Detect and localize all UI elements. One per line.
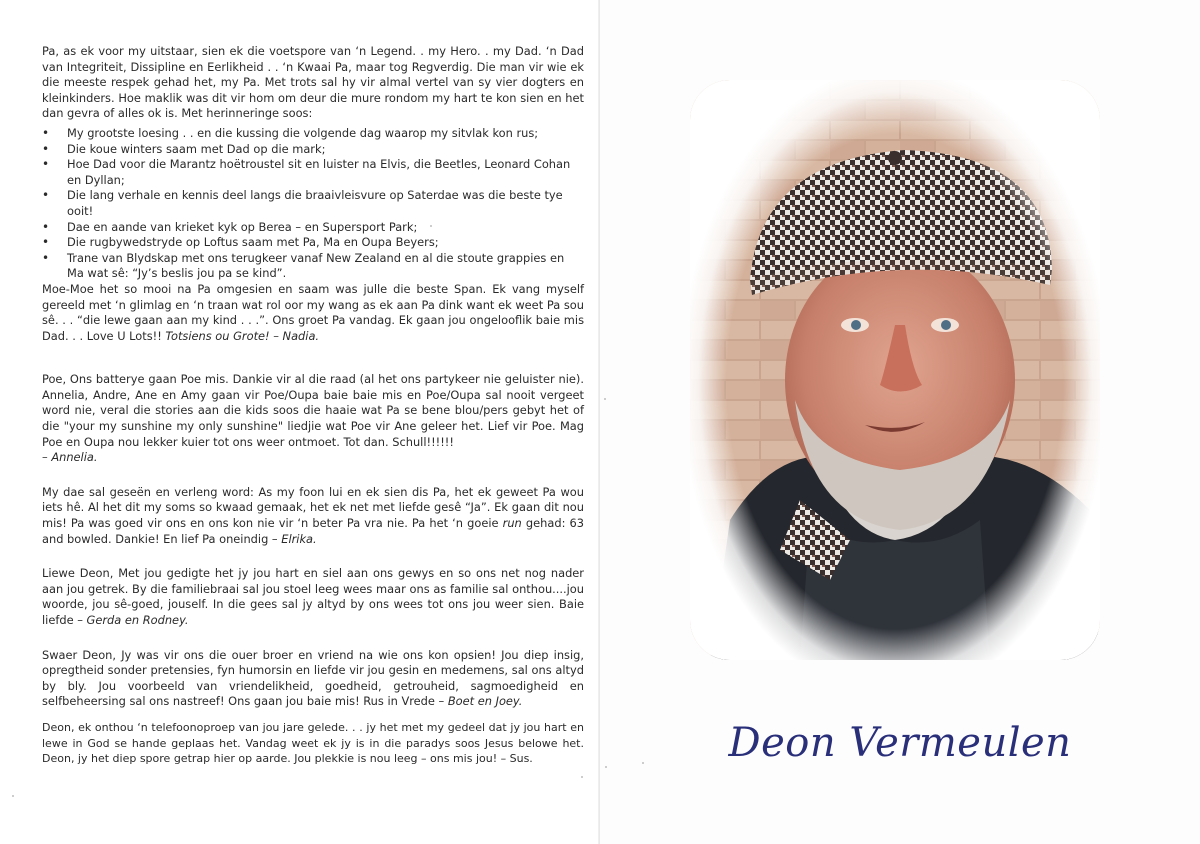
tribute-boet <box>42 648 584 710</box>
signature-gerda: Gerda en Rodney. <box>86 613 189 627</box>
portrait-photo <box>690 80 1100 660</box>
memory-item: • Trane van Blydskap met ons terugkeer vanaf New Zealand en al die stoute grappies en Ma wat sê: “Jy’s beslis jou pa se kind”. <box>67 251 584 282</box>
tribute-elrika-run: run <box>502 516 522 531</box>
signature-nadia: Totsiens ou Grote! – Nadia. <box>165 328 320 343</box>
tribute-elrika <box>42 485 584 547</box>
memory-item: • Die lang verhale en kennis deel langs die braaivleisvure op Saterdae was die beste tye ooit! <box>67 188 584 219</box>
memory-item: • Die rugbywedstryde op Loftus saam met Pa, Ma en Oupa Beyers; <box>67 235 584 251</box>
tribute-annelia <box>42 372 584 466</box>
memory-item: • My grootste loesing . . en die kussing die volgende dag waarop my sitvlak kon rus; <box>67 126 584 142</box>
tribute-gerda <box>42 566 584 628</box>
signature-elrika: Elrika. <box>281 531 317 546</box>
memory-item: • Die koue winters saam met Dad op die mark; <box>67 142 584 158</box>
portrait-illustration <box>690 80 1100 660</box>
tribute-annelia-text: Poe, Ons batterye gaan Poe mis. Dankie vir al die raad (al het ons partykeer nie geluister nie). Annelia, Andre, Ane en Amy gaan vir Poe/Oupa baie baie mis en Poe/Oupa sal nooit vergeet word nie, veral die stories aan die kids soos die haaie wat Pa se bene blou/pers gebyt het of die "your my sunshine my only sunshine" liedjie wat Poe vir Ane geleer het. Lief vir Poe. Mag Poe en Oupa nou lekker kuier tot ons weer ontmoet. Tot dan. Schull!!!!!! <box>42 372 584 449</box>
tribute-elrika-text-a: My dae sal geseën en verleng word: As my foon lui en ek sien dis Pa, het ek geweet Pa wou iets hê. Al het dit my soms so kwaad gemaak, het ek net met liefde gesê “Ja”. Ek gaan dit nou mis! Pa was goed vir ons en ons kon nie vir ‘n beter Pa vra nie. Pa het ‘n goeie <box>42 484 584 531</box>
memories-list <box>42 126 584 282</box>
tribute-gerda-text: Liewe Deon, Met jou gedigte het jy jou hart en siel aan ons gewys en so ons net nog nader aan jou getrek. By die familiebraai sal jou stoel leeg wees maar ons as familie sal onthou....jou woorde, jou sê-goed, jouself. In die gees sal jy altyd by ons wees tot ons jou weer sien. Baie liefde – <box>42 566 584 627</box>
memory-item: • Dae en aande van krieket kyk op Berea – en Supersport Park; <box>67 220 584 236</box>
signature-annelia: – Annelia. <box>42 450 98 465</box>
tribute-nadia-intro: Pa, as ek voor my uitstaar, sien ek die voetspore van ‘n Legend. . my Hero. . my Dad. ‘n Dad van Integriteit, Dissipline en Eerlikheid . . ‘n Kwaai Pa, maar tog Regverdig. Die man vir wie ek die meeste respek gehad het, my Pa. Met trots sal hy vir almal vertel van sy vier dogters en kleinkinders. Hoe maklik was dit vir hom om deur die mure rondom my hart te kon sien en het dan gevra of alles ok is. Met herinneringe soos: <box>42 44 584 121</box>
tribute-nadia-outro: Moe-Moe het so mooi na Pa omgesien en saam was julle die beste Span. Ek vang myself gereeld met ‘n glimlag en ‘n traan wat rol oor my wang as ek aan Pa dink want ek weet Pa sou sê. . . “die lewe gaan aan my kind . . .”. Ons groet Pa vandag. Ek gaan jou ongelooflik baie mis Dad. . . Love U Lots!! <box>42 281 584 343</box>
tribute-sus: Deon, ek onthou ‘n telefoonoproep van jou jare gelede. . . jy het met my gedeel dat jy jou hart en lewe in God se hande geplaas het. Vandag weet ek jy is in die paradys soos Jesus belowe het. Deon, jy het diep spore getrap hier op aarde. Jou plekkie is nou leeg – ons mis jou! – Sus. <box>42 720 584 766</box>
tribute-text-column <box>42 44 584 786</box>
deceased-name: Deon Vermeulen <box>728 720 1072 766</box>
tribute-boet-text: Swaer Deon, Jy was vir ons die ouer broer en vriend na wie ons kon opsien! Jou diep insig, opregtheid sonder pretensies, fyn humorsin en liefde vir jou gesin en medemens, sal ons altyd by bly. Jou voorbeeld van vriendelikheid, goedheid, getrouheid, sagmoedigheid en selfbeheersing sal ons nastreef! Ons gaan jou baie mis! Rus in Vrede – <box>42 647 584 709</box>
tribute-elrika-text-b: gehad: 63 and bowled. Dankie! En lief Pa oneindig – <box>42 516 585 546</box>
memory-item: • Hoe Dad voor die Marantz hoëtroustel sit en luister na Elvis, die Beetles, Leonard Cohan en Dyllan; <box>67 157 584 188</box>
signature-boet: Boet en Joey. <box>447 694 523 709</box>
tribute-nadia <box>42 282 584 344</box>
